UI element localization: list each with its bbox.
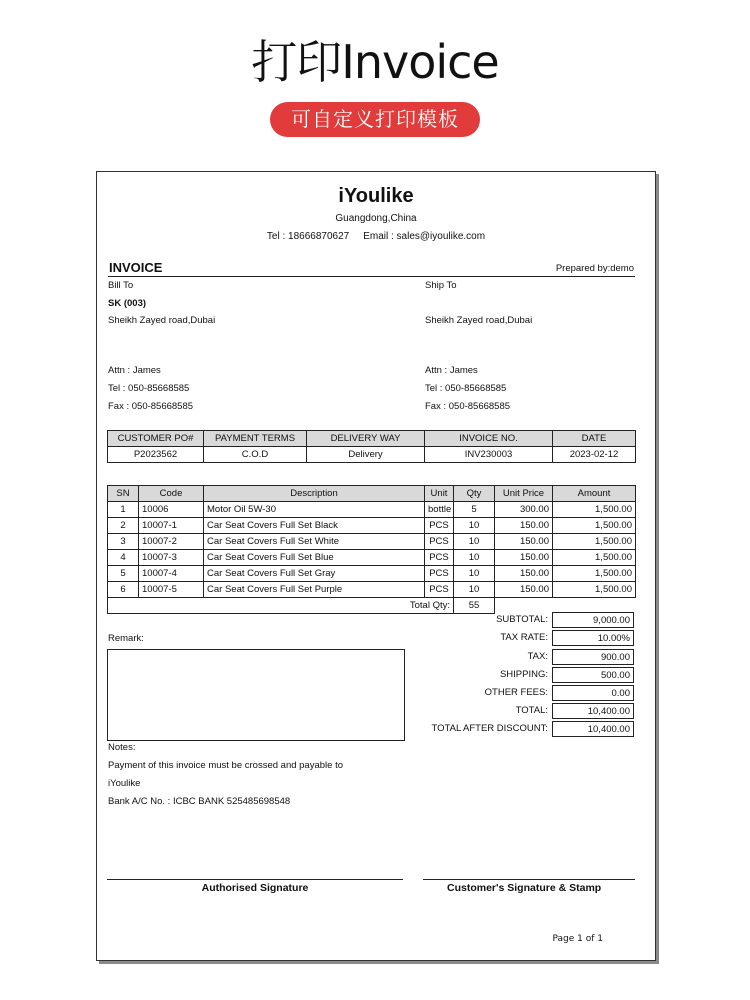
company-tel: Tel : 18666870627 [266, 231, 350, 242]
item-code: 10007-2 [139, 534, 204, 550]
item-sn: 6 [108, 582, 139, 598]
item-amount: 1,500.00 [553, 534, 636, 550]
subtotal-value: 9,000.00 [552, 612, 634, 628]
shipping-label: SHIPPING: [499, 669, 548, 680]
notes-line-2: iYoulike [108, 778, 141, 789]
banner-title: 打印Invoice [251, 35, 499, 89]
item-unit-price: 150.00 [495, 550, 553, 566]
line-items-body [108, 502, 636, 598]
remark-box[interactable] [107, 649, 405, 741]
customer-po-value: P2023562 [108, 447, 204, 463]
col-code: Code [139, 486, 204, 502]
ship-to-tel: Tel : 050-85668585 [425, 383, 507, 394]
col-delivery-way: DELIVERY WAY [307, 431, 425, 447]
company-name: iYoulike [338, 185, 414, 207]
item-unit: PCS [425, 518, 454, 534]
company-email: Email : sales@iyoulike.com [363, 231, 486, 242]
bill-to-tel: Tel : 050-85668585 [108, 383, 190, 394]
total-after-discount-label: TOTAL AFTER DISCOUNT: [431, 723, 548, 734]
item-row [108, 502, 636, 518]
shipping-value: 500.00 [552, 667, 634, 683]
other-fees-value: 0.00 [552, 685, 634, 701]
item-unit: bottle [425, 502, 454, 518]
customer-signature-line [423, 879, 635, 880]
other-fees-label: OTHER FEES: [484, 687, 548, 698]
item-code: 10007-1 [139, 518, 204, 534]
authorised-signature-line [107, 879, 403, 880]
col-sn: SN [108, 486, 139, 502]
item-qty: 5 [454, 502, 495, 518]
bill-to-label: Bill To [108, 280, 134, 291]
item-qty: 10 [454, 534, 495, 550]
company-address: Guangdong,China [335, 213, 417, 224]
prepared-by: Prepared by:demo [555, 263, 634, 274]
item-code: 10006 [139, 502, 204, 518]
delivery-way-value: Delivery [307, 447, 425, 463]
item-unit: PCS [425, 550, 454, 566]
item-unit: PCS [425, 534, 454, 550]
item-row [108, 582, 636, 598]
line-items-table [107, 485, 636, 614]
item-code: 10007-3 [139, 550, 204, 566]
item-sn: 5 [108, 566, 139, 582]
payment-terms-value: C.O.D [204, 447, 307, 463]
ship-to-attn: Attn : James [425, 365, 478, 376]
item-row [108, 534, 636, 550]
bill-to-fax: Fax : 050-85668585 [108, 401, 194, 412]
col-amount: Amount [553, 486, 636, 502]
subtotal-label: SUBTOTAL: [496, 614, 548, 625]
item-row [108, 518, 636, 534]
item-qty: 10 [454, 550, 495, 566]
item-code: 10007-5 [139, 582, 204, 598]
item-unit-price: 300.00 [495, 502, 553, 518]
invoice-sheet [96, 171, 656, 961]
tax-label: TAX: [527, 651, 548, 662]
item-description: Car Seat Covers Full Set Blue [204, 550, 425, 566]
item-qty: 10 [454, 566, 495, 582]
banner-subtitle-badge[interactable]: 可自定义打印模板 [270, 102, 480, 137]
ship-to-fax: Fax : 050-85668585 [425, 401, 511, 412]
bill-to-name: SK (003) [108, 298, 147, 309]
tax-value: 900.00 [552, 649, 634, 665]
item-qty: 10 [454, 582, 495, 598]
item-amount: 1,500.00 [553, 550, 636, 566]
tax-rate-value: 10.00% [552, 630, 634, 646]
col-description: Description [204, 486, 425, 502]
item-description: Car Seat Covers Full Set Black [204, 518, 425, 534]
item-code: 10007-4 [139, 566, 204, 582]
item-unit-price: 150.00 [495, 518, 553, 534]
item-row [108, 550, 636, 566]
col-date: DATE [553, 431, 636, 447]
total-value: 10,400.00 [552, 703, 634, 719]
item-unit: PCS [425, 582, 454, 598]
ship-to-label: Ship To [425, 280, 457, 291]
invoice-no-value: INV230003 [425, 447, 553, 463]
total-qty-value: 55 [454, 598, 495, 614]
item-unit-price: 150.00 [495, 582, 553, 598]
ship-to-address: Sheikh Zayed road,Dubai [425, 315, 533, 326]
item-sn: 2 [108, 518, 139, 534]
line-items-header-row [108, 486, 636, 502]
item-unit: PCS [425, 566, 454, 582]
total-after-discount-value: 10,400.00 [552, 721, 634, 737]
item-description: Car Seat Covers Full Set Purple [204, 582, 425, 598]
item-unit-price: 150.00 [495, 566, 553, 582]
bill-to-attn: Attn : James [108, 365, 161, 376]
invoice-heading: INVOICE [109, 260, 163, 275]
tax-rate-label: TAX RATE: [500, 632, 548, 643]
item-amount: 1,500.00 [553, 566, 636, 582]
heading-divider [108, 276, 635, 277]
col-customer-po: CUSTOMER PO# [108, 431, 204, 447]
order-info-value-row [108, 447, 636, 463]
authorised-signature-label: Authorised Signature [201, 882, 309, 894]
company-contact [97, 231, 655, 242]
item-row [108, 566, 636, 582]
notes-line-3: Bank A/C No. : ICBC BANK 525485698548 [108, 796, 291, 807]
remark-label: Remark: [108, 633, 144, 644]
notes-line-1: Payment of this invoice must be crossed and payable to [108, 760, 343, 771]
item-sn: 3 [108, 534, 139, 550]
col-invoice-no: INVOICE NO. [425, 431, 553, 447]
order-info-table [107, 430, 636, 463]
item-amount: 1,500.00 [553, 502, 636, 518]
item-description: Motor Oil 5W-30 [204, 502, 425, 518]
item-amount: 1,500.00 [553, 518, 636, 534]
item-description: Car Seat Covers Full Set White [204, 534, 425, 550]
col-qty: Qty [454, 486, 495, 502]
total-label: TOTAL: [515, 705, 548, 716]
bill-to-address: Sheikh Zayed road,Dubai [108, 315, 216, 326]
page-indicator: Page 1 of 1 [552, 934, 603, 944]
item-qty: 10 [454, 518, 495, 534]
notes-label: Notes: [108, 742, 136, 753]
date-value: 2023-02-12 [553, 447, 636, 463]
item-description: Car Seat Covers Full Set Gray [204, 566, 425, 582]
item-amount: 1,500.00 [553, 582, 636, 598]
total-qty-label: Total Qty: [108, 598, 454, 614]
item-sn: 1 [108, 502, 139, 518]
customer-signature-label: Customer's Signature & Stamp [447, 882, 602, 894]
order-info-header-row [108, 431, 636, 447]
item-unit-price: 150.00 [495, 534, 553, 550]
col-payment-terms: PAYMENT TERMS [204, 431, 307, 447]
item-sn: 4 [108, 550, 139, 566]
col-unit: Unit [425, 486, 454, 502]
col-unit-price: Unit Price [495, 486, 553, 502]
